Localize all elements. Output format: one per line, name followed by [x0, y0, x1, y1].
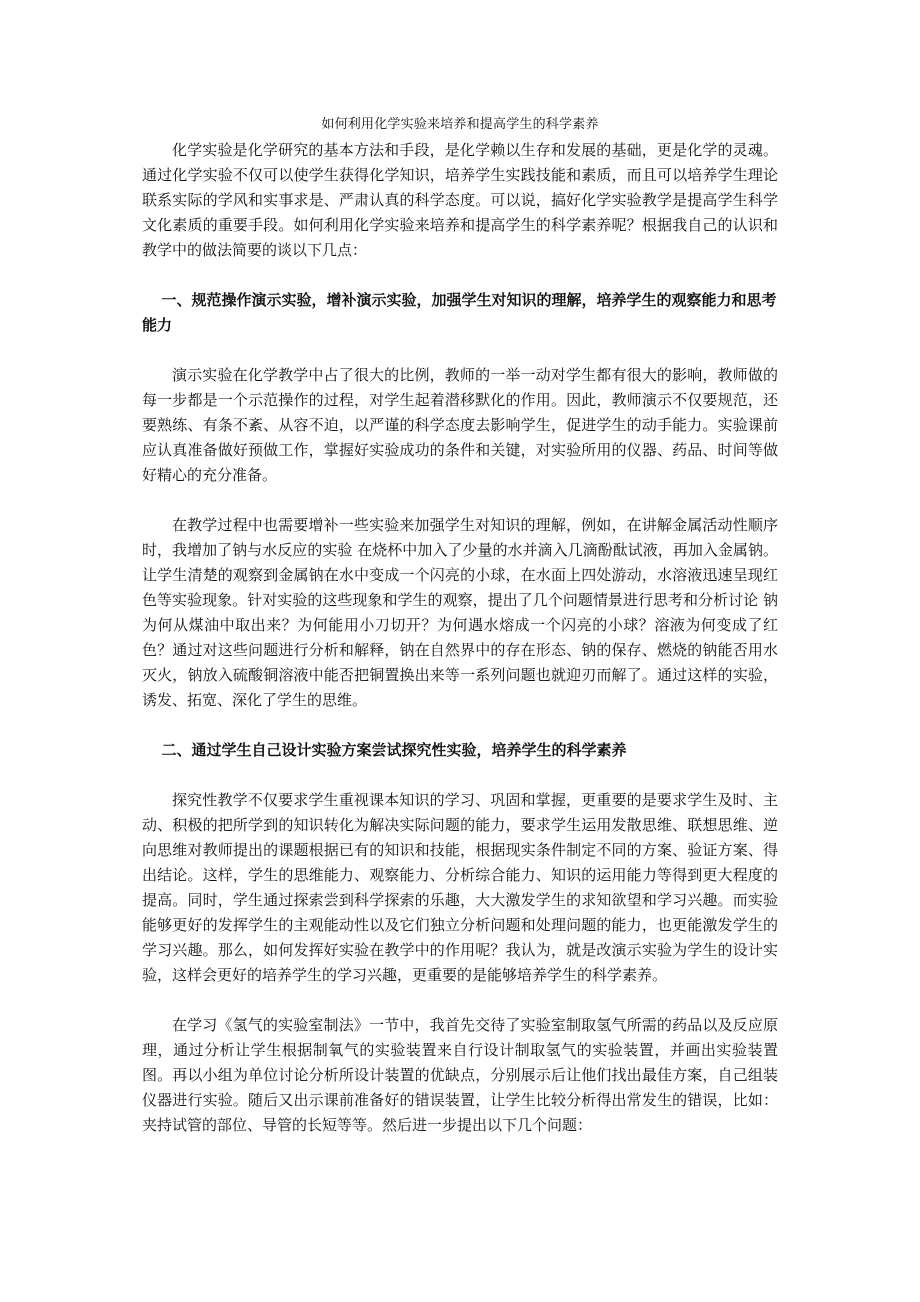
paragraph-spacer [142, 338, 778, 363]
section-2-paragraph-2: 在学习《氢气的实验室制法》一节中，我首先交待了实验室制取氢气所需的药品以及反应原理，通过分析让学生根据制氧气的实验装置来自行设计制取氢气的实验装置，并画出实验装置图。再以小组为单位讨论分析所设计装置的优缺点，分别展示后让他们找出最佳方案，自己组装仪器进行实验。随后又出示课前准备好的错误装置，让学生比较分析得出常发生的错误，比如：夹持试管的部位、导管的长短等等。然后进一步提出以下几个问题： [142, 1016, 778, 1134]
paragraph-spacer [142, 263, 778, 288]
document-title: 如何利用化学实验来培养和提高学生的科学素养 [321, 117, 599, 132]
paragraph-spacer [142, 713, 778, 738]
paragraph-spacer [142, 988, 778, 1013]
section-1-paragraph-2: 在教学过程中也需要增补一些实验来加强学生对知识的理解，例如，在讲解金属活动性顺序时，我增加了钠与水反应的实验 在烧杯中加入了少量的水并滴入几滴酚酞试液，再加入金属钠。让学生清楚的观察到金属钠在水中变成一个闪亮的小球，在水面上四处游动，水溶液迅速呈现红色等实验现象。针对实验的这些现象和学生的观察，提出了几个问题情景进行思考和分析讨论 钠为何从煤油中取出来？为何能用小刀切开？为何遇水熔成一个闪亮的小球？溶液为何变成了红色？通过对这些问题进行分析和解释，钠在自然界中的存在形态、钠的保存、燃烧的钠能否用水灭火，钠放入硫酸铜溶液中能否把铜置换出来等一系列问题也就迎刃而解了。通过这样的实验，诱发、拓宽、深化了学生的思维。 [142, 516, 778, 709]
section-2-paragraph-1: 探究性教学不仅要求学生重视课本知识的学习、巩固和掌握，更重要的是要求学生及时、主动、积极的把所学到的知识转化为解决实际问题的能力，要求学生运用发散思维、联想思维、逆向思维对教师提出的课题根据已有的知识和技能，根据现实条件制定不同的方案、验证方案、得出结论。这样，学生的思维能力、观察能力、分析综合能力、知识的运用能力等得到更大程度的提高。同时，学生通过探索尝到科学探索的乐趣，大大激发学生的求知欲望和学习兴趣。而实验能够更好的发挥学生的主观能动性以及它们独立分析问题和处理问题的能力，也更能激发学生的学习兴趣。那么，如何发挥好实验在教学中的作用呢？我认为，就是改演示实验为学生的设计实验，这样会更好的培养学生的学习兴趣，更重要的是能够培养学生的科学素养。 [142, 791, 778, 984]
document-body [142, 138, 778, 1138]
section-1-paragraph-1: 演示实验在化学教学中占了很大的比例，教师的一举一动对学生都有很大的影响，教师做的每一步都是一个示范操作的过程，对学生起着潜移默化的作用。因此，教师演示不仅要规范，还要熟练、有条不紊、从容不迫，以严谨的科学态度去影响学生，促进学生的动手能力。实验课前应认真准备做好预做工作，掌握好实验成功的条件和关键，对实验所用的仪器、药品、时间等做好精心的充分准备。 [142, 366, 778, 484]
paragraph-spacer [142, 488, 778, 513]
paragraph-spacer [142, 763, 778, 788]
intro-paragraph: 化学实验是化学研究的基本方法和手段，是化学赖以生存和发展的基础，更是化学的灵魂。通过化学实验不仅可以使学生获得化学知识，培养学生实践技能和素质，而且可以培养学生理论联系实际的学风和实事求是、严肃认真的科学态度。可以说，搞好化学实验教学是提高学生科学文化素质的重要手段。如何利用化学实验来培养和提高学生的科学素养呢？根据我自己的认识和教学中的做法简要的谈以下几点： [142, 141, 778, 259]
section-2-heading: 二、通过学生自己设计实验方案尝试探究性实验，培养学生的科学素养 [161, 741, 627, 759]
section-1-heading: 一、规范操作演示实验，增补演示实验，加强学生对知识的理解，培养学生的观察能力和思考能力 [142, 291, 777, 334]
